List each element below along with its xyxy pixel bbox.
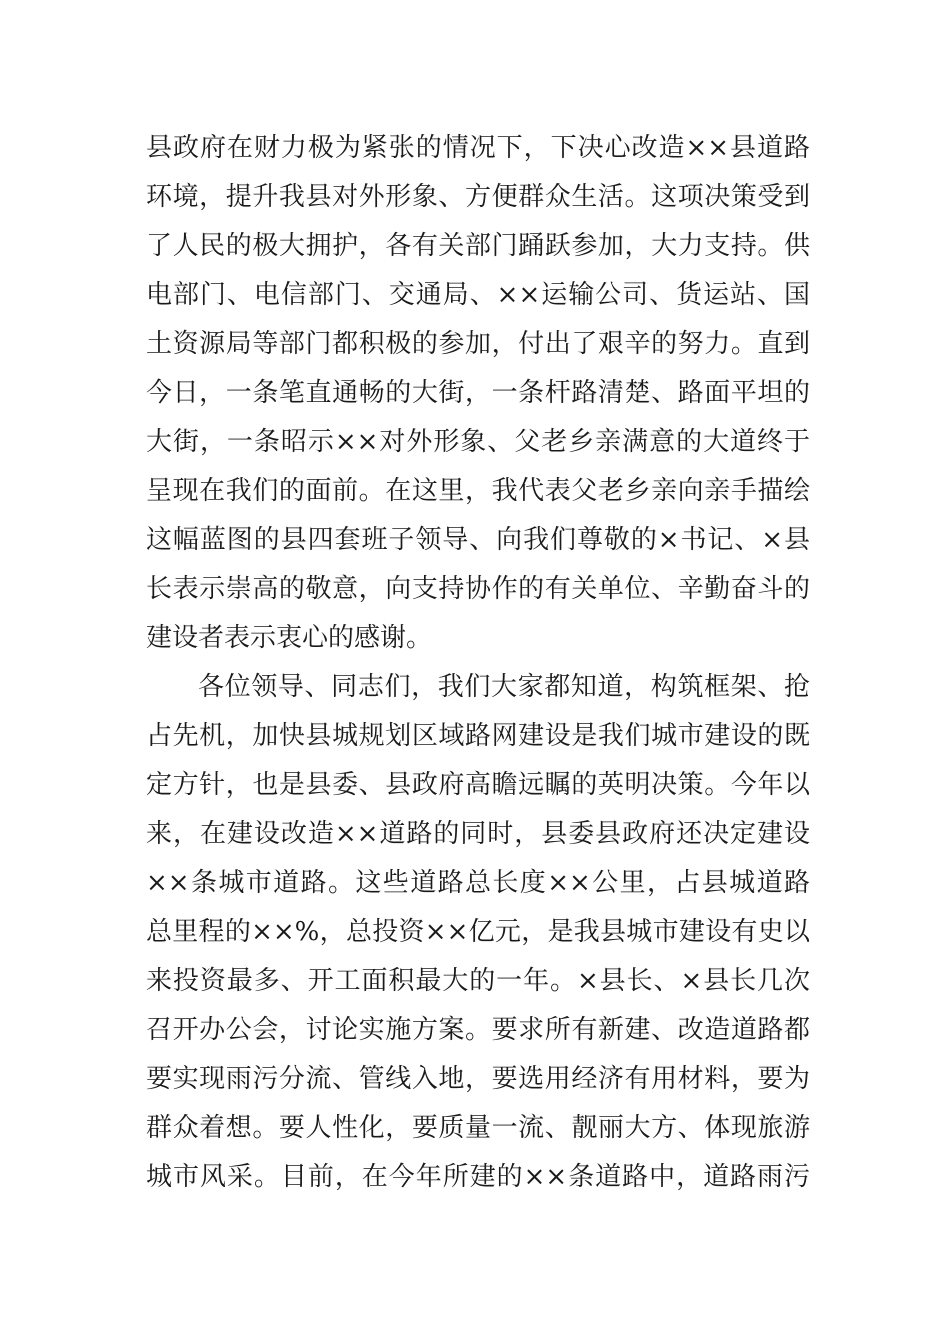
paragraph-1 xyxy=(146,124,810,663)
text-line: ××条城市道路。这些道路总长度××公里，占县城道路 xyxy=(146,868,810,898)
document-body xyxy=(146,124,810,1202)
text-line: 环境，提升我县对外形象、方便群众生活。这项决策受到 xyxy=(146,182,810,212)
text-line: 来，在建设改造××道路的同时，县委县政府还决定建设 xyxy=(146,819,810,849)
text-line: 大街，一条昭示××对外形象、父老乡亲满意的大道终于 xyxy=(146,427,810,457)
text-line: 城市风采。目前，在今年所建的××条道路中，道路雨污 xyxy=(146,1162,810,1192)
text-line: 电部门、电信部门、交通局、××运输公司、货运站、国 xyxy=(146,280,810,310)
text-line: 要实现雨污分流、管线入地，要选用经济有用材料，要为 xyxy=(146,1064,810,1094)
text-line: 召开办公会，讨论实施方案。要求所有新建、改造道路都 xyxy=(146,1015,810,1045)
text-line: 定方针，也是县委、县政府高瞻远瞩的英明决策。今年以 xyxy=(146,770,810,800)
text-line: 县政府在财力极为紧张的情况下，下决心改造××县道路 xyxy=(146,133,810,163)
text-line: 土资源局等部门都积极的参加，付出了艰辛的努力。直到 xyxy=(146,329,810,359)
text-line: 占先机，加快县城规划区域路网建设是我们城市建设的既 xyxy=(146,721,810,751)
text-line: 呈现在我们的面前。在这里，我代表父老乡亲向亲手描绘 xyxy=(146,476,810,506)
text-line: 来投资最多、开工面积最大的一年。×县长、×县长几次 xyxy=(146,966,810,996)
text-line: 总里程的××%，总投资××亿元，是我县城市建设有史以 xyxy=(146,917,810,947)
text-line: 这幅蓝图的县四套班子领导、向我们尊敬的×书记、×县 xyxy=(146,525,810,555)
text-line: 今日，一条笔直通畅的大街，一条杆路清楚、路面平坦的 xyxy=(146,378,810,408)
text-line: 群众着想。要人性化，要质量一流、靓丽大方、体现旅游 xyxy=(146,1113,810,1143)
paragraph-2 xyxy=(146,663,810,1202)
text-line: 了人民的极大拥护，各有关部门踊跃参加，大力支持。供 xyxy=(146,231,810,261)
text-line: 各位领导、同志们，我们大家都知道，构筑框架、抢 xyxy=(198,672,810,702)
text-line: 长表示崇高的敬意，向支持协作的有关单位、辛勤奋斗的 xyxy=(146,574,810,604)
text-line: 建设者表示衷心的感谢。 xyxy=(146,623,433,653)
